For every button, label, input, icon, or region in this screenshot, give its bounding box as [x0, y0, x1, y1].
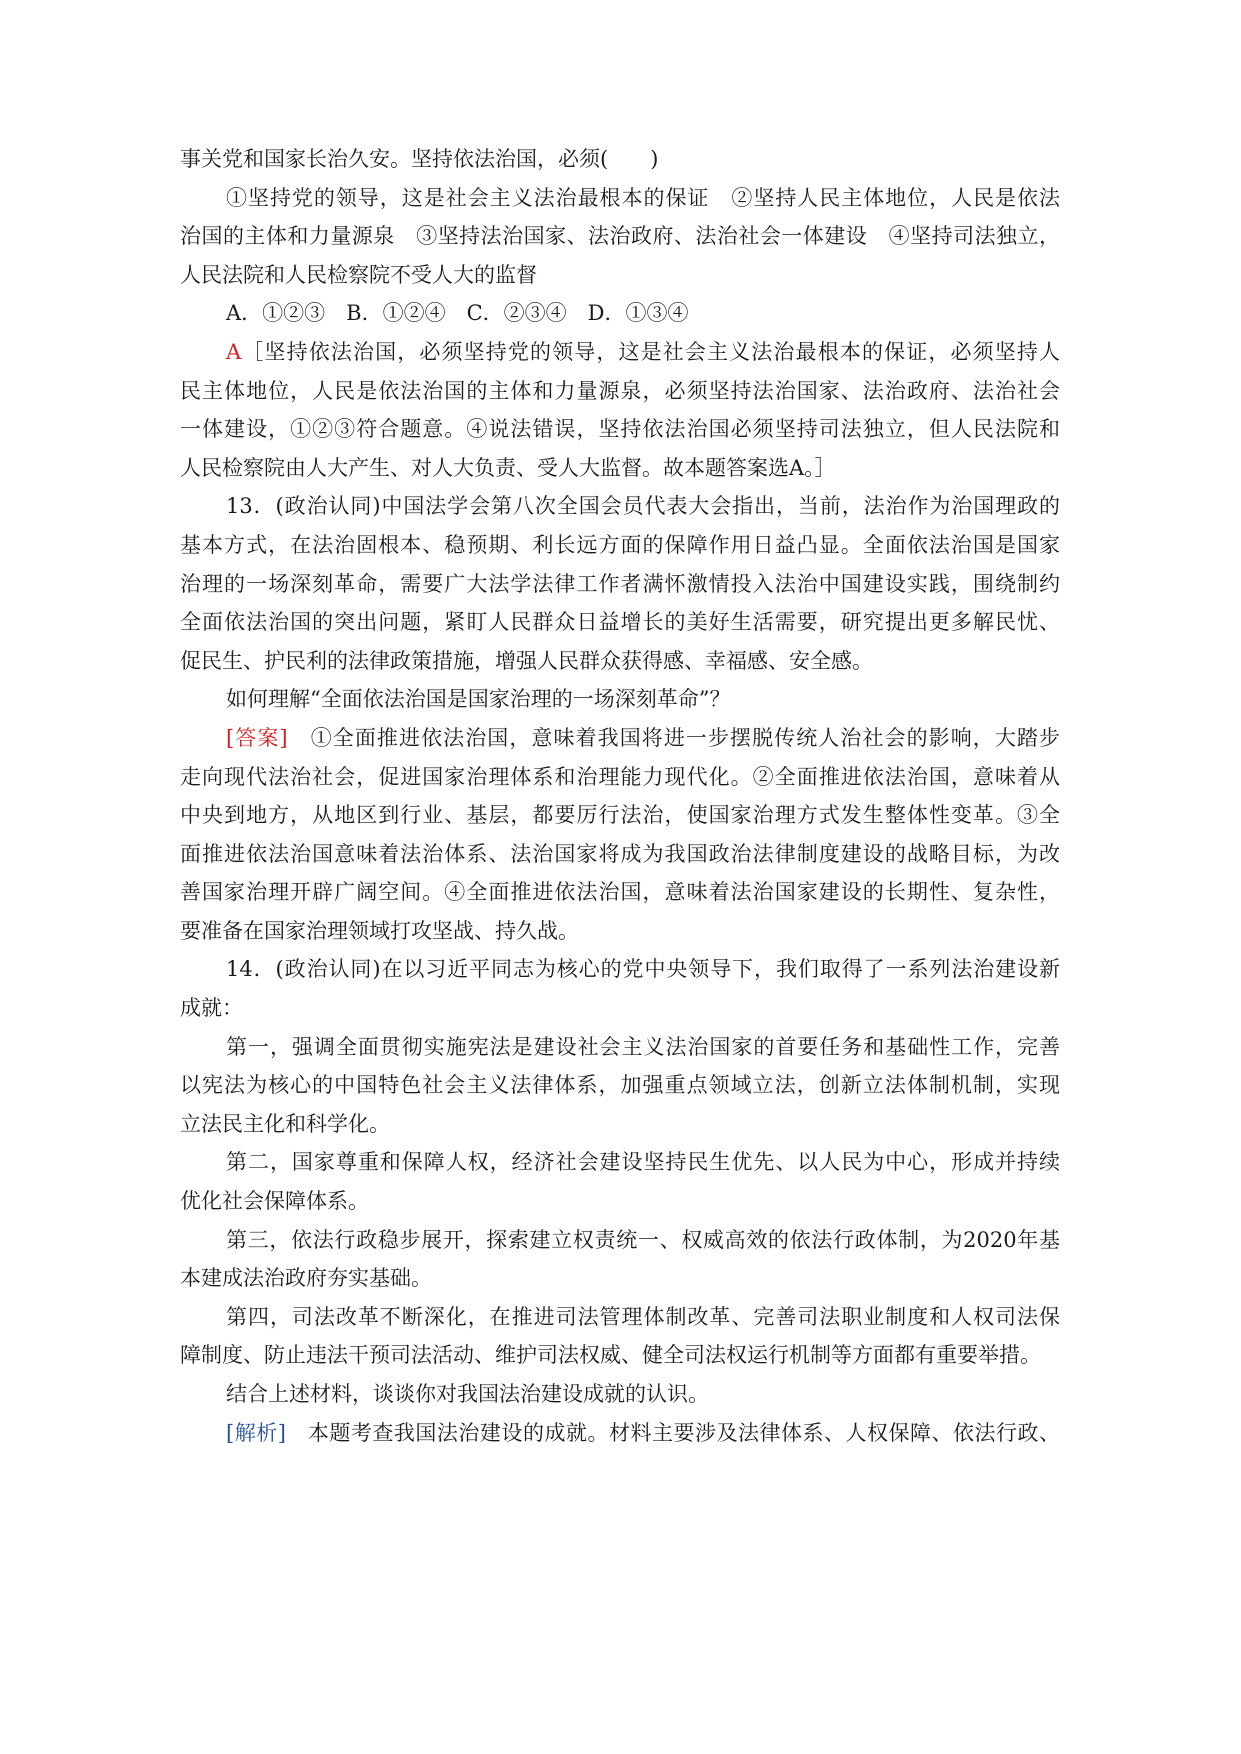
q14-question: 结合上述材料，谈谈你对我国法治建设成就的认识。 [226, 1382, 709, 1406]
q12-options: A．①②③ B．①②④ C．②③④ D．①③④ [226, 301, 689, 326]
q14-intro-line: 14．(政治认同)在以习近平同志为核心的党中央领导下，我们取得了一系列法治建设新 [226, 957, 1060, 982]
q13-answer-line: 走向现代法治社会，促进国家治理体系和治理能力现代化。②全面推进依法治国，意味着从 [180, 764, 1060, 789]
q14-fourth-line: 第四，司法改革不断深化，在推进司法管理体制改革、完善司法职业制度和人权司法保 [226, 1304, 1060, 1329]
q12-statement-line: ①坚持党的领导，这是社会主义法治最根本的保证 ②坚持人民主体地位，人民是依法 [226, 185, 1060, 210]
q12-statement-line: 人民法院和人民检察院不受人大的监督 [180, 262, 537, 287]
q14-analysis-line [180, 1414, 1060, 1453]
q14-third-line: 本建成法治政府夯实基础。 [180, 1266, 432, 1291]
q14-fourth-line: 障制度、防止违法干预司法活动、维护司法权威、健全司法权运行机制等方面都有重要举措。 [180, 1343, 1041, 1368]
q12-explanation-line: 人民检察院由人大产生、对人大负责、受人大监督。故本题答案选A。］ [180, 455, 836, 480]
q13-answer-line: 中央到地方，从地区到行业、基层，都要厉行法治，使国家治理方式发生整体性变革。③全 [180, 803, 1060, 828]
q13-material-line: 全面依法治国的突出问题，紧盯人民群众日益增长的美好生活需要，研究提出更多解民忧、 [180, 610, 1060, 635]
q12-explanation-line: 一体建设，①②③符合题意。④说法错误，坚持依法治国必须坚持司法独立，但人民法院和 [180, 417, 1060, 442]
q14-first-line: 以宪法为核心的中国特色社会主义法律体系，加强重点领域立法，创新立法体制机制，实现 [180, 1073, 1060, 1098]
q13-answer-line: 面推进依法治国意味着法治体系、法治国家将成为我国政治法律制度建设的战略目标，为改 [180, 841, 1060, 866]
q12-explanation-line: 民主体地位，人民是依法治国的主体和力量源泉，必须坚持法治国家、法治政府、法治社会 [180, 378, 1060, 403]
q14-third-line: 第三，依法行政稳步展开，探索建立权责统一、权威高效的依法行政体制，为2020年基 [226, 1227, 1060, 1252]
q13-answer-label: [答案] [226, 725, 288, 750]
q13-material-line: 治理的一场深刻革命，需要广大法学法律工作者满怀激情投入法治中国建设实践，围绕制约 [180, 571, 1060, 596]
q12-explanation-text: ［坚持依法治国，必须坚持党的领导，这是社会主义法治最根本的保证，必须坚持人 [241, 339, 1060, 364]
document-page [180, 140, 1060, 1452]
q13-answer-text: ①全面推进依法治国，意味着我国将进一步摆脱传统人治社会的影响，大踏步 [287, 725, 1060, 750]
q12-answer-letter: A [226, 339, 242, 364]
q14-first-line: 第一，强调全面贯彻实施宪法是建设社会主义法治国家的首要任务和基础性工作，完善 [226, 1034, 1060, 1059]
q14-first-line: 立法民主化和科学化。 [180, 1111, 390, 1136]
q13-answer-line-first [180, 719, 1060, 758]
q13-question: 如何理解“全面依法治国是国家治理的一场深刻革命”？ [226, 687, 731, 712]
q12-explanation-line-first [180, 333, 1060, 372]
q14-second-line: 优化社会保障体系。 [180, 1189, 369, 1214]
q14-analysis-text: 本题考查我国法治建设的成就。材料主要涉及法律体系、人权保障、依法行政、 [285, 1420, 1061, 1445]
q12-stem: 事关党和国家长治久安。坚持依法治国，必须( ) [180, 147, 659, 171]
q13-material-line: 促民生、护民利的法律政策措施，增强人民群众获得感、幸福感、安全感。 [180, 648, 873, 673]
q12-statement-line: 治国的主体和力量源泉 ③坚持法治国家、法治政府、法治社会一体建设 ④坚持司法独立， [180, 224, 1060, 249]
q14-second-line: 第二，国家尊重和保障人权，经济社会建设坚持民生优先、以人民为中心，形成并持续 [226, 1150, 1060, 1175]
q14-intro-line: 成就： [180, 996, 243, 1021]
q13-answer-line: 善国家治理开辟广阔空间。④全面推进依法治国，意味着法治国家建设的长期性、复杂性， [180, 880, 1060, 905]
q13-material-line: 基本方式，在法治固根本、稳预期、利长远方面的保障作用日益凸显。全面依法治国是国家 [180, 532, 1060, 557]
q14-analysis-label: [解析] [226, 1420, 286, 1445]
q13-answer-line: 要准备在国家治理领域打攻坚战、持久战。 [180, 918, 579, 943]
q13-material-line: 13．(政治认同)中国法学会第八次全国会员代表大会指出，当前，法治作为治国理政的 [226, 494, 1060, 519]
